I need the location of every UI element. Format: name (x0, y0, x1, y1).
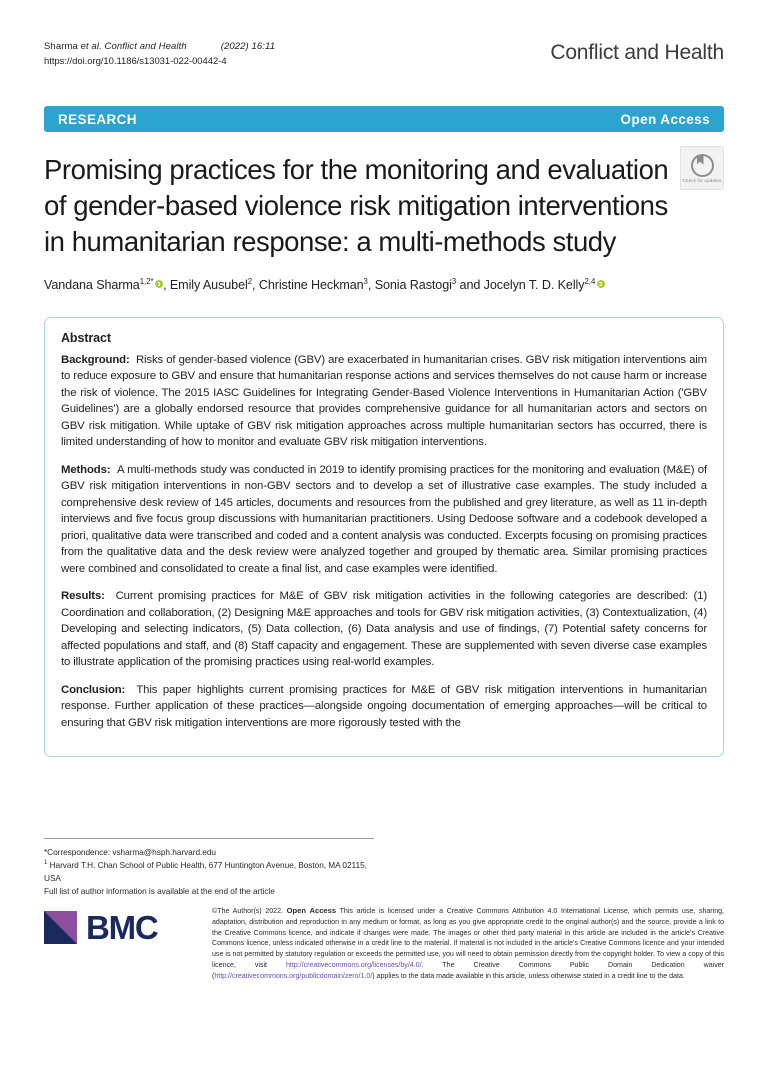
citation-line (44, 40, 275, 55)
author-separator: , (252, 277, 259, 292)
author-list (44, 277, 724, 295)
author-name: Emily Ausubel (169, 277, 248, 292)
abstract-label-background: Background: (61, 353, 130, 366)
correspondence-email-line (44, 846, 384, 859)
abstract-section-background (61, 352, 707, 451)
running-head (44, 0, 724, 69)
author-info-note: Full list of author information is available at the end of the article (44, 885, 275, 896)
orcid-icon[interactable] (155, 280, 163, 288)
abstract-text-conclusion: This paper highlights current promising practices for M&E of GBV risk mitigation interventions in humanitarian response. Further application of these practices—alongside ongoing documentation of emerging approaches—will be critical to ensuring that GBV risk mitigation interventions are more rigorously tested with the (61, 683, 707, 729)
citation-block (44, 40, 275, 69)
license-body-3: ) applies to the data made available in this article, unless otherwise stated in a credit line to the data. (372, 971, 685, 980)
abstract-text-methods: A multi-methods study was conducted in 2019 to identify promising practices for the monitoring and evaluation (M&E) of GBV risk mitigation interventions in non-GBV sectors and to develop a set of illustrative case examples. The study included a comprehensive desk review of 145 articles, documents and resources from the published and grey literature, as well as 11 in-depth interviews and five focus group discussions with humanitarian practitioners. Using Dedoose software and a codebook developed a priori, qualitative data were transcribed and coded and a content analysis was conducted. Excerpts focusing on promising practices from the qualitative data and the desk review were analyzed together and grouped by thematic area. Similar promising practices were combined and consolidated to create a final list, and case examples were identified. (61, 463, 707, 575)
bmc-logo (44, 905, 212, 944)
author-affiliation-marker: 2 (247, 276, 253, 286)
affiliation-marker: 1 (44, 860, 48, 867)
author-separator: , (367, 277, 375, 292)
correspondence-label: *Correspondence: (44, 847, 111, 857)
author-name: Jocelyn T. D. Kelly (483, 277, 585, 292)
abstract-box (44, 317, 724, 757)
author-affiliation-marker: 1,2* (139, 276, 154, 286)
affiliation-text: Harvard T.H. Chan School of Public Health, 677 Huntington Avenue, Boston, MA 02115, USA (44, 859, 367, 883)
license-footer (44, 905, 724, 981)
abstract-section-methods (61, 462, 707, 578)
correspondence-email[interactable]: vsharma@hsph.harvard.edu (112, 847, 216, 857)
abstract-text-results: Current promising practices for M&E of GBV risk mitigation activities in the following categories are described: (1) Coordination and collaboration, (2) Designing M&E approaches and tools for GBV risk mitigation activities, (3) Contextualization, (4) Developing and selecting indicators, (5) Data collection, (6) Data analysis and use of findings, (7) Potential safety concerns for affected populations and staff, and (8) Staff capacity and engagement. These are supplemented with seven diverse case examples to illustrate application of the promising practices using real-world examples. (61, 590, 707, 668)
copyright-prefix: ©The Author(s) 2022. (212, 907, 283, 915)
author-affiliation-marker: 3 (363, 276, 368, 286)
open-access-inline-label: Open Access (286, 906, 337, 915)
abstract-label-methods: Methods: (61, 463, 111, 476)
abstract-text-background: Risks of gender-based violence (GBV) are exacerbated in humanitarian crises. GBV risk mitigation interventions aim to reduce exposure to GBV and ensure that humanitarian response actions and services themselves do not cause harm or increase the risk of violence. The 2015 IASC Guidelines for Integrating Gender-Based Violence Interventions in Humanitarian Action ('GBV Guidelines') are a globally endorsed resource that provides comprehensive guidance for all humanitarian actors and sectors on GBV risk mitigation. While uptake of GBV risk mitigation approaches across multiple humanitarian sectors has occurred, there is limited understanding of how to monitor and evaluate GBV risk mitigation interventions. (61, 353, 707, 448)
author-separator: and (456, 277, 484, 292)
license-body-1: This article is licensed under a Creative Commons Attribution 4.0 International License, which permits use, sharing, adaptation, distribution and reproduction in any medium or format, as long as you give appropriate credit to the original author(s) and the source, provide a link to the Creative Commons licence, and indicate if changes were made. The images or other third party material in this article are included in the article's Creative Commons licence, unless indicated otherwise in a credit line to the material. If material is not included in the article's Creative Commons licence and your intended use is not permitted by statutory regulation or exceeds the permitted use, you will need to obtain permission directly from the copyright holder. To view a copy of this licence, visit (212, 907, 724, 969)
author-separator: , (163, 277, 170, 292)
author-name: Sonia Rastogi (374, 277, 452, 292)
abstract-heading: Abstract (61, 330, 111, 345)
research-banner (44, 106, 724, 132)
article-type-label: RESEARCH (58, 111, 137, 127)
abstract-section-conclusion (61, 682, 707, 732)
title-section (44, 152, 724, 259)
bmc-mark-icon (44, 911, 77, 944)
cc-publicdomain-link[interactable]: http://creativecommons.org/publicdomain/zero/1.0/ (214, 971, 373, 980)
affiliation-line (44, 859, 384, 885)
license-body-2: . The Creative Commons Public Domain Dedication waiver ( (212, 960, 724, 980)
orcid-icon[interactable] (597, 280, 605, 288)
check-for-updates-badge[interactable] (680, 146, 724, 190)
crossmark-icon (691, 154, 714, 177)
abstract-label-results: Results: (61, 590, 105, 602)
page-title: Promising practices for the monitoring and evaluation of gender-based violence risk mitigation interventions in humanitarian response: a multi-methods study (44, 154, 669, 257)
author-affiliation-marker: 2,4 (584, 276, 596, 286)
correspondence-block (44, 838, 384, 897)
citation-volume: (2022) 16:11 (220, 41, 276, 52)
abstract-section-results (61, 588, 707, 671)
check-for-updates-label: Check for updates (682, 177, 722, 183)
open-access-label: Open Access (620, 111, 710, 127)
copyright-text (212, 905, 724, 981)
cc-license-link[interactable]: http://creativecommons.org/licenses/by/4.0/ (285, 960, 422, 969)
author-name: Christine Heckman (258, 277, 364, 292)
citation-authors: Sharma (44, 41, 81, 52)
author-affiliation-marker: 3 (451, 276, 457, 286)
doi-link[interactable]: https://doi.org/10.1186/s13031-022-00442-4 (44, 55, 227, 67)
abstract-label-conclusion: Conclusion: (61, 683, 126, 696)
citation-journal: et al. Conflict and Health (80, 41, 187, 52)
author-name: Vandana Sharma (44, 277, 140, 292)
bmc-wordmark: BMC (86, 909, 158, 946)
journal-title: Conflict and Health (550, 41, 724, 64)
correspondence-divider (44, 838, 374, 839)
